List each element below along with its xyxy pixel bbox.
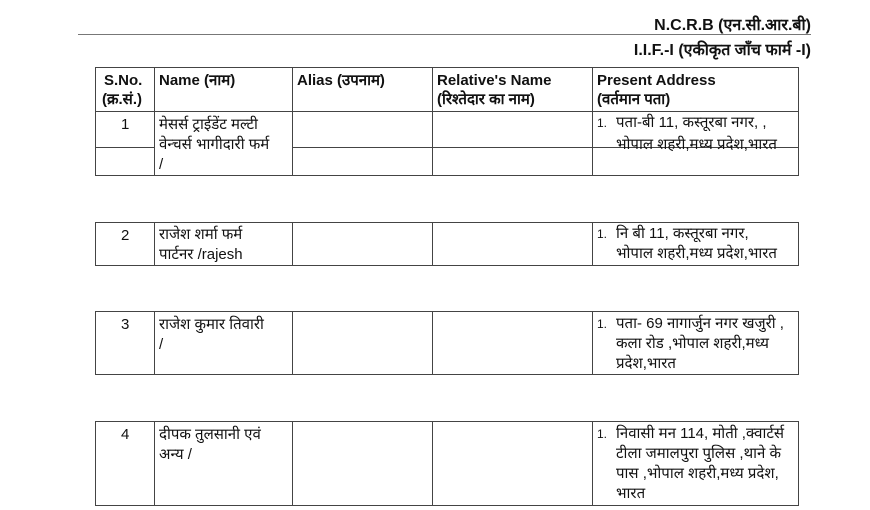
col-sno-label: S.No. bbox=[104, 72, 143, 89]
row-alias-cell bbox=[292, 311, 433, 375]
row-sno-cell bbox=[95, 421, 155, 506]
address-line: नि बी 11, कस्तूरबा नगर, bbox=[616, 225, 749, 242]
row-name-line: पार्टनर /rajesh bbox=[159, 246, 243, 263]
row-alias-cell bbox=[292, 111, 433, 148]
address-line: भारत bbox=[616, 485, 646, 502]
row-relative-cell bbox=[432, 311, 593, 375]
row-name-line: राजेश कुमार तिवारी bbox=[159, 316, 264, 333]
col-relative-header bbox=[432, 67, 593, 112]
row-name-line: दीपक तुलसानी एवं bbox=[159, 426, 261, 443]
col-sno-header bbox=[95, 67, 155, 112]
col-address-header bbox=[592, 67, 799, 112]
row-address-cell bbox=[592, 421, 799, 506]
row-relative-cell-lower bbox=[432, 147, 593, 176]
address-line: भोपाल शहरी,मध्य प्रदेश,भारत bbox=[616, 245, 777, 262]
row-relative-cell bbox=[432, 111, 593, 148]
row-sno-cell bbox=[95, 111, 155, 148]
row-alias-cell bbox=[292, 421, 433, 506]
row-sno-cell-lower bbox=[95, 147, 155, 176]
row-sno: 3 bbox=[121, 316, 130, 333]
col-relative-label: Relative's Name bbox=[437, 72, 552, 89]
row-sno: 1 bbox=[121, 116, 130, 133]
address-line: पता-बी 11, कस्तूरबा नगर, , bbox=[616, 114, 767, 131]
col-name-header bbox=[154, 67, 293, 112]
col-address-label: Present Address bbox=[597, 72, 716, 89]
col-sno-label-hi: (क्र.सं.) bbox=[102, 91, 142, 108]
row-name-line: वेन्चर्स भागीदारी फर्म bbox=[159, 136, 270, 153]
address-line: भोपाल शहरी,मध्य प्रदेश,भारत bbox=[616, 136, 777, 153]
address-item-number: 1. bbox=[597, 427, 608, 441]
row-name-line: / bbox=[159, 336, 164, 353]
row-name-line: राजेश शर्मा फर्म bbox=[159, 226, 243, 243]
row-relative-cell bbox=[432, 421, 593, 506]
row-address-cell bbox=[592, 311, 799, 375]
address-line: प्रदेश,भारत bbox=[616, 355, 676, 372]
row-name-line: अन्य / bbox=[159, 446, 192, 463]
address-line: पास ,भोपाल शहरी,मध्य प्रदेश, bbox=[616, 465, 779, 482]
row-address-cell bbox=[592, 222, 799, 266]
row-relative-cell bbox=[432, 222, 593, 266]
row-alias-cell bbox=[292, 222, 433, 266]
col-name-label: Name (नाम) bbox=[159, 72, 236, 89]
address-line: पता- 69 नागार्जुन नगर खजुरी , bbox=[616, 315, 784, 332]
col-relative-label-hi: (रिश्तेदार का नाम) bbox=[437, 91, 535, 108]
col-alias-header bbox=[292, 67, 433, 112]
row-sno-cell bbox=[95, 222, 155, 266]
form-title: I.I.F.-I (एकीकृत जाँच फार्म -I) bbox=[633, 42, 811, 59]
row-name-cell bbox=[154, 111, 293, 176]
row-name-cell bbox=[154, 311, 293, 375]
address-line: कला रोड ,भोपाल शहरी,मध्य bbox=[616, 335, 769, 352]
row-sno: 4 bbox=[121, 426, 130, 443]
row-alias-cell-lower bbox=[292, 147, 433, 176]
row-sno: 2 bbox=[121, 227, 130, 244]
row-sno-cell bbox=[95, 311, 155, 375]
row-name-line: मेसर्स ट्राईडेंट मल्टी bbox=[159, 116, 258, 133]
address-item-number: 1. bbox=[597, 317, 608, 331]
address-item-number: 1. bbox=[597, 116, 608, 130]
col-alias-label: Alias (उपनाम) bbox=[297, 72, 385, 89]
header-divider bbox=[78, 34, 811, 35]
address-line: निवासी मन 114, मोती ,क्वार्टर्स bbox=[616, 425, 785, 442]
col-address-label-hi: (वर्तमान पता) bbox=[597, 91, 671, 108]
ncrb-title: N.C.R.B (एन.सी.आर.बी) bbox=[654, 17, 811, 34]
address-item-number: 1. bbox=[597, 227, 608, 241]
row-name-cell bbox=[154, 222, 293, 266]
row-name-cell bbox=[154, 421, 293, 506]
address-line: टीला जमालपुरा पुलिस ,थाने के bbox=[616, 445, 782, 462]
row-name-line: / bbox=[159, 156, 164, 173]
